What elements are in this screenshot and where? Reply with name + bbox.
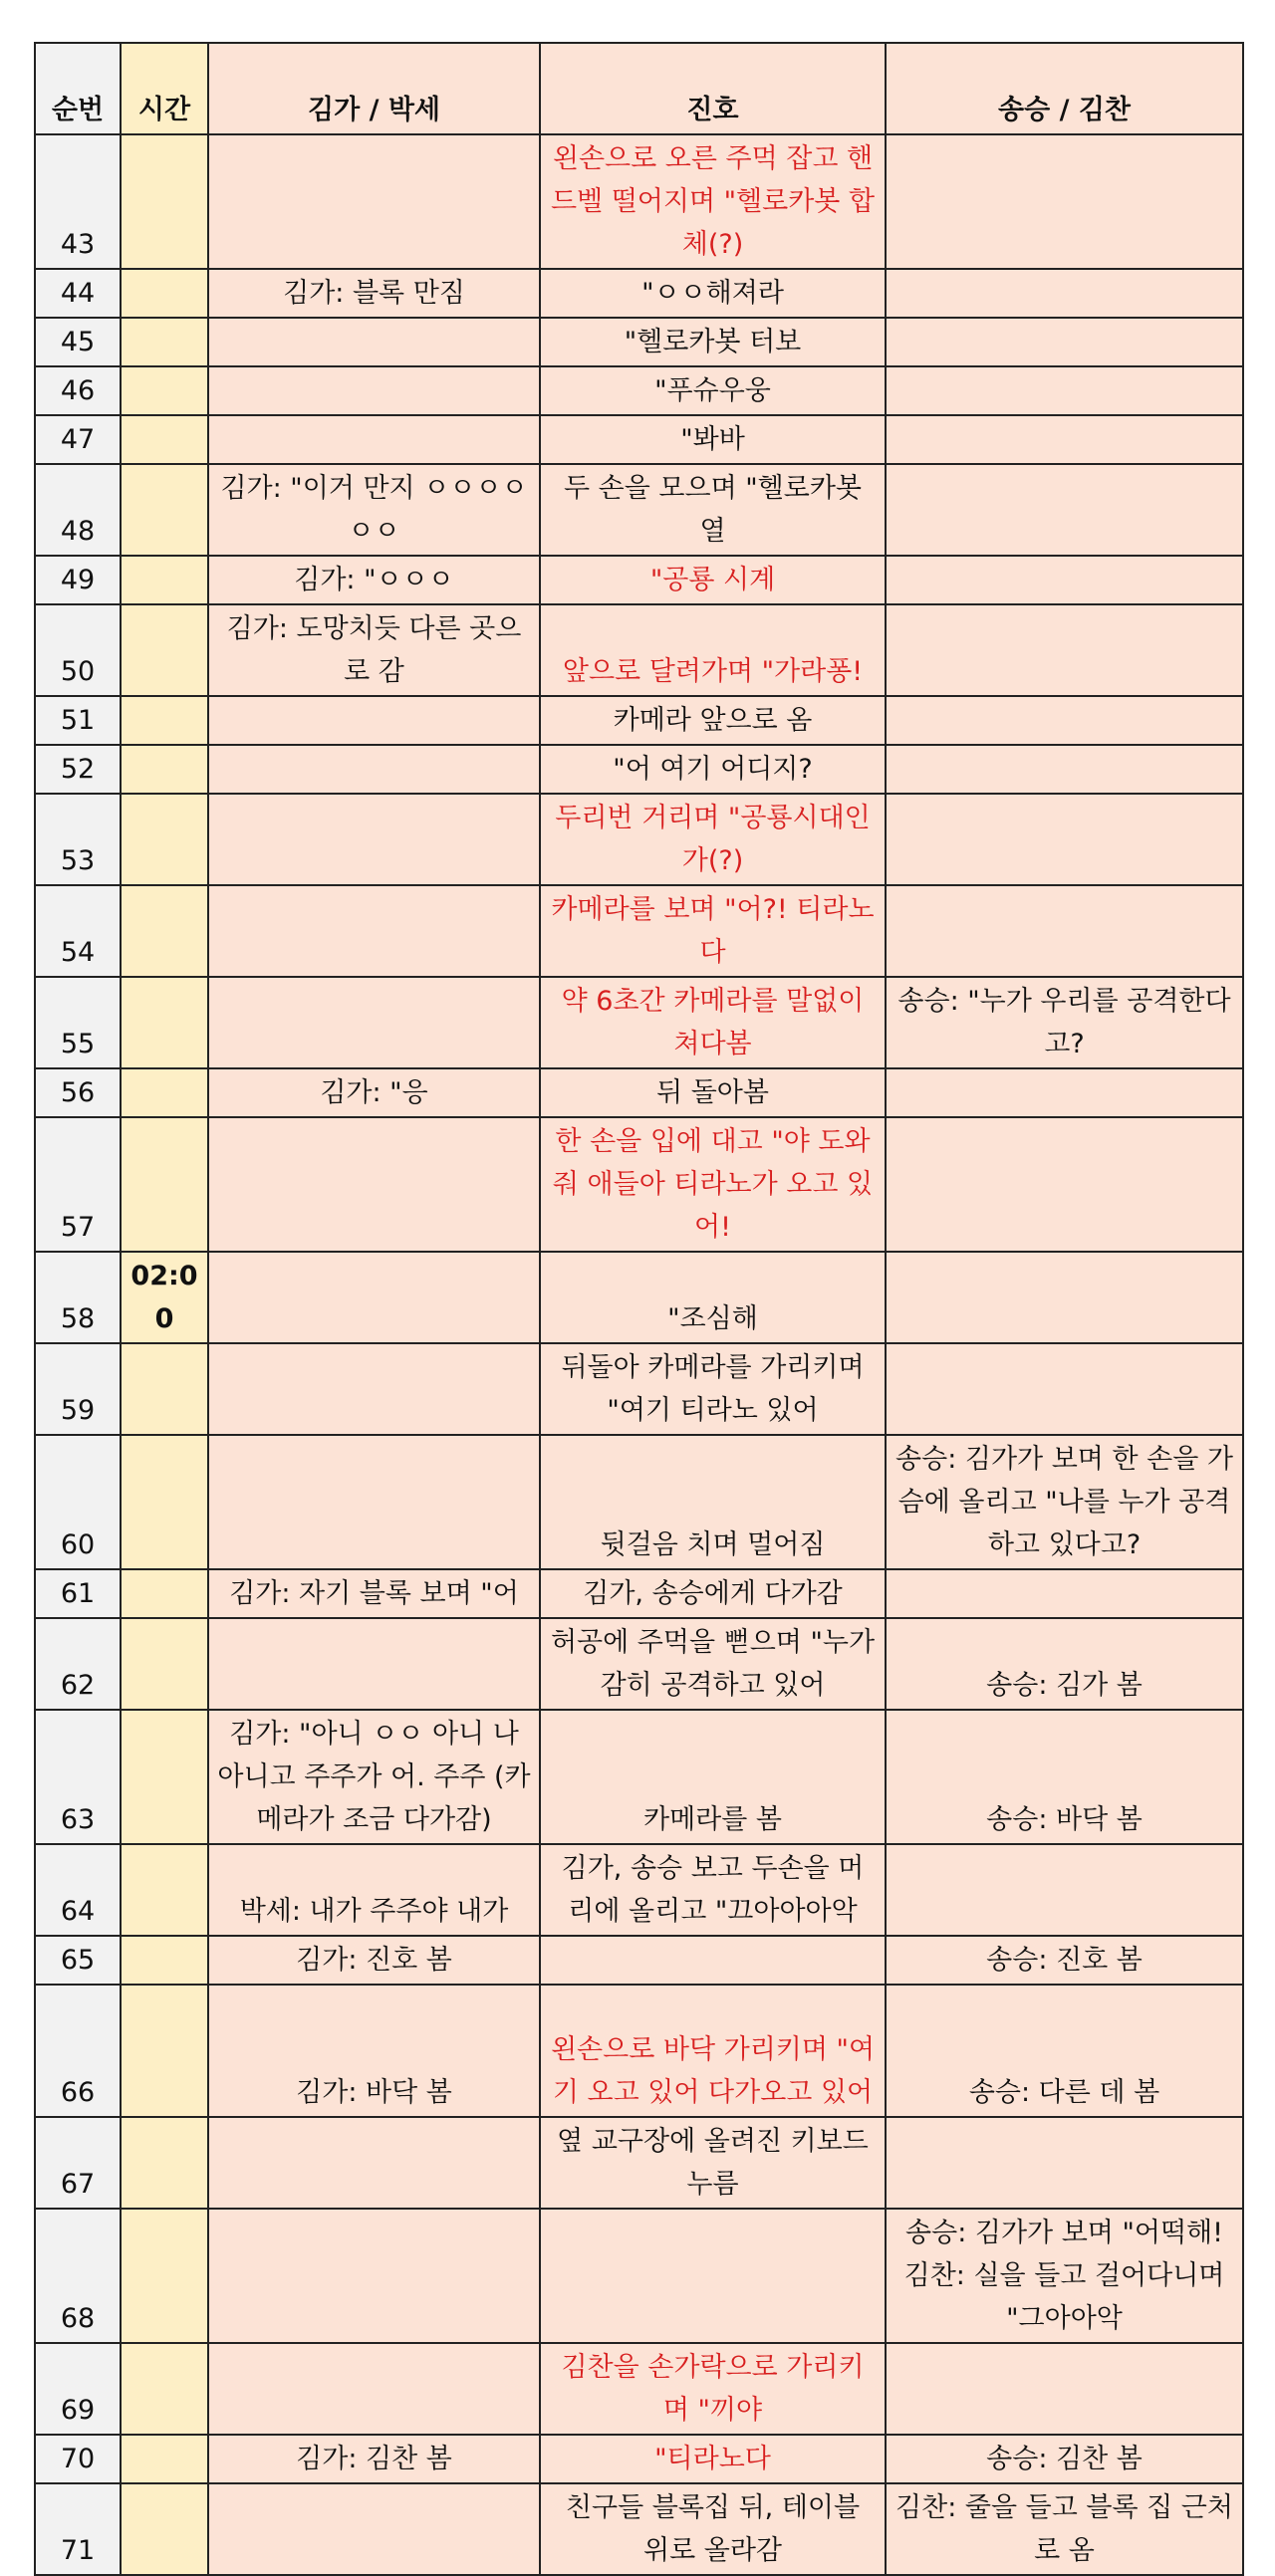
table-row [35, 2343, 1243, 2435]
row-time [121, 415, 208, 464]
row-time [121, 1985, 208, 2117]
cell-kimga-parkse [208, 745, 540, 794]
cell-kimga-parkse [208, 134, 540, 269]
row-time [121, 556, 208, 604]
cell-kimga-parkse [208, 885, 540, 977]
cell-jinho: 앞으로 달려가며 "가라퐁! [540, 604, 886, 696]
row-time [121, 1710, 208, 1844]
row-number: 46 [35, 366, 121, 415]
header-no: 순번 [35, 43, 121, 134]
row-number: 47 [35, 415, 121, 464]
row-number: 70 [35, 2435, 121, 2483]
cell-songseung-kimchan [886, 134, 1243, 269]
row-time [121, 1618, 208, 1710]
cell-jinho: 친구들 블록집 뒤, 테이블 위로 올라감 [540, 2483, 886, 2575]
row-time [121, 2343, 208, 2435]
cell-jinho [540, 2209, 886, 2343]
row-number: 49 [35, 556, 121, 604]
cell-songseung-kimchan: 송승: 김가가 보며 한 손을 가슴에 올리고 "나를 누가 공격하고 있다고? [886, 1435, 1243, 1569]
cell-kimga-parkse [208, 2483, 540, 2575]
cell-jinho: "봐바 [540, 415, 886, 464]
cell-kimga-parkse [208, 1117, 540, 1252]
row-number: 67 [35, 2117, 121, 2209]
cell-kimga-parkse [208, 2209, 540, 2343]
row-time [121, 1569, 208, 1618]
cell-songseung-kimchan [886, 366, 1243, 415]
cell-kimga-parkse [208, 318, 540, 366]
cell-songseung-kimchan [886, 1252, 1243, 1343]
table-row [35, 2117, 1243, 2209]
cell-jinho: 왼손으로 바닥 가리키며 "여기 오고 있어 다가오고 있어 [540, 1985, 886, 2117]
cell-songseung-kimchan [886, 794, 1243, 885]
cell-kimga-parkse: 김가: 블록 만짐 [208, 269, 540, 318]
row-number: 65 [35, 1936, 121, 1985]
cell-jinho: 두 손을 모으며 "헬로카봇 열 [540, 464, 886, 556]
row-number: 52 [35, 745, 121, 794]
row-time [121, 745, 208, 794]
row-time [121, 696, 208, 745]
cell-kimga-parkse: 김가: "ㅇㅇㅇ [208, 556, 540, 604]
table-row [35, 794, 1243, 885]
cell-jinho: "ㅇㅇ해져라 [540, 269, 886, 318]
table-body [35, 134, 1243, 2575]
row-time [121, 1936, 208, 1985]
header-col-a: 김가 / 박세 [208, 43, 540, 134]
cell-songseung-kimchan [886, 318, 1243, 366]
cell-jinho: 뒤 돌아봄 [540, 1068, 886, 1117]
cell-kimga-parkse: 김가: 도망치듯 다른 곳으로 감 [208, 604, 540, 696]
cell-jinho: 뒷걸음 치며 멀어짐 [540, 1435, 886, 1569]
cell-songseung-kimchan [886, 1343, 1243, 1435]
cell-songseung-kimchan: 송승: 진호 봄 [886, 1936, 1243, 1985]
cell-jinho: 카메라를 보며 "어?! 티라노다 [540, 885, 886, 977]
cell-kimga-parkse [208, 977, 540, 1068]
row-number: 54 [35, 885, 121, 977]
row-time [121, 134, 208, 269]
cell-kimga-parkse [208, 1252, 540, 1343]
row-time [121, 1343, 208, 1435]
table-row [35, 1618, 1243, 1710]
row-number: 48 [35, 464, 121, 556]
cell-songseung-kimchan [886, 1117, 1243, 1252]
cell-jinho: "조심해 [540, 1252, 886, 1343]
cell-kimga-parkse [208, 2343, 540, 2435]
row-time [121, 604, 208, 696]
row-number: 60 [35, 1435, 121, 1569]
cell-songseung-kimchan: 김찬: 줄을 들고 블록 집 근처로 옴 [886, 2483, 1243, 2575]
cell-songseung-kimchan: 송승: 다른 데 봄 [886, 1985, 1243, 2117]
cell-songseung-kimchan: 송승: 김가 봄 [886, 1618, 1243, 1710]
row-number: 44 [35, 269, 121, 318]
cell-kimga-parkse: 김가: 진호 봄 [208, 1936, 540, 1985]
cell-jinho: 허공에 주먹을 뻗으며 "누가 감히 공격하고 있어 [540, 1618, 886, 1710]
cell-songseung-kimchan [886, 1068, 1243, 1117]
cell-songseung-kimchan [886, 1844, 1243, 1936]
script-table [34, 42, 1244, 2576]
table-row [35, 1985, 1243, 2117]
table-row [35, 1569, 1243, 1618]
row-number: 57 [35, 1117, 121, 1252]
cell-songseung-kimchan [886, 604, 1243, 696]
table-row [35, 1117, 1243, 1252]
row-number: 56 [35, 1068, 121, 1117]
table-row [35, 1844, 1243, 1936]
cell-jinho: 김찬을 손가락으로 가리키며 "끼야 [540, 2343, 886, 2435]
row-number: 51 [35, 696, 121, 745]
cell-kimga-parkse [208, 1343, 540, 1435]
row-time [121, 269, 208, 318]
cell-jinho: 한 손을 입에 대고 "야 도와줘 애들아 티라노가 오고 있어! [540, 1117, 886, 1252]
table-row [35, 269, 1243, 318]
row-time [121, 794, 208, 885]
cell-kimga-parkse: 김가: 바닥 봄 [208, 1985, 540, 2117]
row-time [121, 977, 208, 1068]
row-time [121, 1117, 208, 1252]
cell-songseung-kimchan [886, 745, 1243, 794]
table-row [35, 318, 1243, 366]
row-number: 71 [35, 2483, 121, 2575]
row-time [121, 2209, 208, 2343]
cell-jinho: 약 6초간 카메라를 말없이 쳐다봄 [540, 977, 886, 1068]
cell-songseung-kimchan [886, 1569, 1243, 1618]
row-number: 50 [35, 604, 121, 696]
row-time [121, 2435, 208, 2483]
cell-songseung-kimchan: 송승: 김가가 보며 "어떡해! 김찬: 실을 들고 걸어다니며 "그아아악 [886, 2209, 1243, 2343]
cell-jinho: 왼손으로 오른 주먹 잡고 핸드벨 떨어지며 "헬로카봇 합체(?) [540, 134, 886, 269]
row-time [121, 318, 208, 366]
row-time [121, 2483, 208, 2575]
row-number: 55 [35, 977, 121, 1068]
row-time [121, 1844, 208, 1936]
cell-kimga-parkse [208, 794, 540, 885]
table-row [35, 366, 1243, 415]
cell-songseung-kimchan: 송승: 바닥 봄 [886, 1710, 1243, 1844]
cell-songseung-kimchan [886, 2117, 1243, 2209]
cell-kimga-parkse: 김가: 자기 블록 보며 "어 [208, 1569, 540, 1618]
table-row [35, 2435, 1243, 2483]
cell-jinho: "푸슈우웅 [540, 366, 886, 415]
cell-jinho [540, 1936, 886, 1985]
row-number: 53 [35, 794, 121, 885]
cell-jinho: 뒤돌아 카메라를 가리키며 "여기 티라노 있어 [540, 1343, 886, 1435]
header-time: 시간 [121, 43, 208, 134]
cell-songseung-kimchan [886, 556, 1243, 604]
cell-songseung-kimchan [886, 2343, 1243, 2435]
cell-jinho: 옆 교구장에 올려진 키보드 누름 [540, 2117, 886, 2209]
row-time [121, 1435, 208, 1569]
cell-jinho: "헬로카봇 터보 [540, 318, 886, 366]
table-row [35, 745, 1243, 794]
cell-kimga-parkse: 김가: "이거 만지 ㅇㅇㅇㅇㅇㅇ [208, 464, 540, 556]
row-time [121, 464, 208, 556]
header-col-b: 진호 [540, 43, 886, 134]
cell-jinho: 두리번 거리며 "공룡시대인가(?) [540, 794, 886, 885]
row-number: 68 [35, 2209, 121, 2343]
header-row [35, 43, 1243, 134]
table-row [35, 2483, 1243, 2575]
cell-kimga-parkse [208, 1435, 540, 1569]
table-row [35, 696, 1243, 745]
table-row [35, 2209, 1243, 2343]
cell-kimga-parkse [208, 2117, 540, 2209]
table-row [35, 1343, 1243, 1435]
cell-kimga-parkse [208, 1618, 540, 1710]
cell-kimga-parkse [208, 415, 540, 464]
cell-songseung-kimchan: 송승: 김찬 봄 [886, 2435, 1243, 2483]
cell-songseung-kimchan: 송승: "누가 우리를 공격한다고? [886, 977, 1243, 1068]
cell-songseung-kimchan [886, 415, 1243, 464]
row-number: 62 [35, 1618, 121, 1710]
row-number: 64 [35, 1844, 121, 1936]
cell-songseung-kimchan [886, 464, 1243, 556]
cell-kimga-parkse: 김가: "응 [208, 1068, 540, 1117]
cell-jinho: 김가, 송승 보고 두손을 머리에 올리고 "끄아아아악 [540, 1844, 886, 1936]
row-number: 61 [35, 1569, 121, 1618]
row-time [121, 885, 208, 977]
table-row [35, 604, 1243, 696]
row-time [121, 1068, 208, 1117]
row-number: 66 [35, 1985, 121, 2117]
row-number: 69 [35, 2343, 121, 2435]
cell-kimga-parkse [208, 696, 540, 745]
cell-jinho: "공룡 시계 [540, 556, 886, 604]
cell-songseung-kimchan [886, 885, 1243, 977]
cell-songseung-kimchan [886, 269, 1243, 318]
cell-kimga-parkse [208, 366, 540, 415]
cell-jinho: 카메라를 봄 [540, 1710, 886, 1844]
row-number: 43 [35, 134, 121, 269]
table-row [35, 464, 1243, 556]
table-row [35, 1710, 1243, 1844]
row-number: 59 [35, 1343, 121, 1435]
header-col-c: 송승 / 김찬 [886, 43, 1243, 134]
cell-jinho: "어 여기 어디지? [540, 745, 886, 794]
table-row [35, 1068, 1243, 1117]
cell-jinho: 김가, 송승에게 다가감 [540, 1569, 886, 1618]
table-row [35, 977, 1243, 1068]
table-row [35, 1435, 1243, 1569]
cell-jinho: "티라노다 [540, 2435, 886, 2483]
cell-kimga-parkse: 김가: "아니 ㅇㅇ 아니 나 아니고 주주가 어. 주주 (카메라가 조금 다가감) [208, 1710, 540, 1844]
cell-kimga-parkse: 김가: 김찬 봄 [208, 2435, 540, 2483]
table-row [35, 556, 1243, 604]
row-number: 45 [35, 318, 121, 366]
table-row [35, 1252, 1243, 1343]
cell-songseung-kimchan [886, 696, 1243, 745]
row-number: 58 [35, 1252, 121, 1343]
table-row [35, 415, 1243, 464]
cell-jinho: 카메라 앞으로 옴 [540, 696, 886, 745]
row-time: 02:00 [121, 1252, 208, 1343]
row-number: 63 [35, 1710, 121, 1844]
table-row [35, 134, 1243, 269]
row-time [121, 366, 208, 415]
row-time [121, 2117, 208, 2209]
table-row [35, 885, 1243, 977]
cell-kimga-parkse: 박세: 내가 주주야 내가 [208, 1844, 540, 1936]
table-row [35, 1936, 1243, 1985]
